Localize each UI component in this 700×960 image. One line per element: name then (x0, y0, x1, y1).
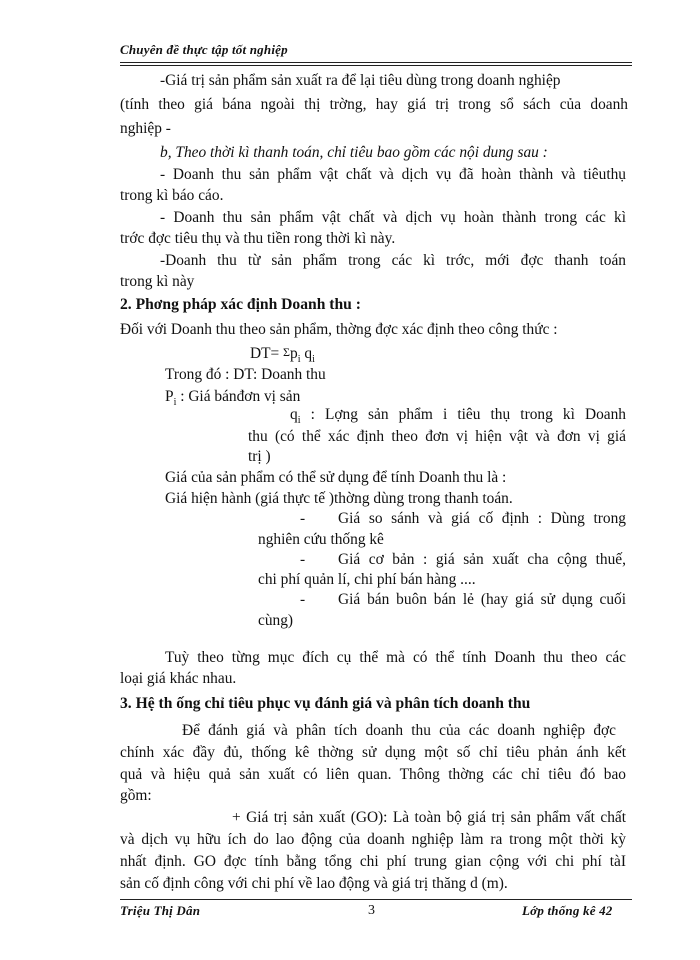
line-5: - Doanh thu sản phẩm vật chất và dịch vụ đã hoàn thành và tiêuthụ (160, 166, 626, 183)
formula (250, 345, 315, 365)
header-rule-thin (120, 65, 632, 66)
line-17: Giá so sánh và giá cố định : Dùng trong (338, 510, 626, 527)
page-number: 3 (368, 903, 375, 918)
q-symbol: q (290, 406, 298, 423)
formula-dt: DT= (250, 345, 284, 362)
line-22: cùng) (258, 612, 294, 629)
line-24: loại giá khác nhau. (120, 670, 237, 687)
p-symbol: P (165, 388, 174, 405)
line-31: nhất định. GO đợc tính bằng tổng chi phí trung gian cộng với chi phí tàI (120, 853, 626, 870)
line-14: trị ) (248, 448, 271, 465)
line-6: trong kì báo cáo. (120, 187, 224, 204)
line-2: (tính theo giá bána ngoài thị trờng, hay giá trị trong sổ sách của doanh (120, 96, 628, 113)
dash-2: - (300, 551, 306, 568)
line-25: Để đánh giá và phân tích doanh thu của các doanh nghiệp đợc (182, 722, 616, 739)
line-1: -Giá trị sản phẩm sản xuất ra để lại tiêu dùng trong doanh nghiệp (160, 72, 561, 89)
line-10: trong kì này (120, 273, 195, 290)
header-title: Chuyên đề thực tập tốt nghiệp (120, 42, 288, 57)
dash-1: - (300, 510, 306, 527)
formula-sub-i: i (297, 354, 301, 366)
footer-class: Lớp thống kê 42 (522, 903, 613, 918)
formula-p: p (290, 345, 298, 362)
line-19: Giá cơ bản : giá sản xuất cha cộng thuế, (338, 551, 626, 568)
q-sub: i (297, 415, 301, 427)
header-rule (120, 62, 632, 63)
line-27: quả và hiệu quả sản xuất có liên quan. Thông thờng các chỉ tiêu đó bao (120, 766, 626, 783)
line-11: Đối với Doanh thu theo sản phẩm, thờng đợc xác định theo công thức : (120, 321, 558, 338)
p-sub: i (173, 397, 177, 409)
line-3: nghiệp - (120, 120, 171, 137)
footer-rule (120, 899, 632, 900)
subheading-b: b, Theo thời kì thanh toán, chỉ tiêu bao gồm các nội dung sau : (160, 144, 548, 161)
line-32: sản cố định công với chi phí về lao động và giá trị thăng d (m). (120, 875, 508, 892)
line-9: -Doanh thu từ sản phẩm trong các kì trớc, mới đợc thanh toán (160, 252, 626, 269)
line-18: nghiên cứu thống kê (258, 531, 384, 548)
line-13: thu (có thể xác định theo đơn vị hiện vật và đơn vị giá (248, 428, 626, 445)
footer-author: Triệu Thị Dân (120, 903, 201, 918)
p-text: : Giá bánđơn vị sản (176, 388, 301, 405)
line-16: Giá hiện hành (giá thực tế )thờng dùng trong thanh toán. (165, 490, 513, 507)
line-23: Tuỳ theo từng mục đích cụ thể mà có thể tính Doanh thu theo các (165, 649, 626, 666)
line-8: trớc đợc tiêu thụ và thu tiền rong thời kì này. (120, 230, 396, 247)
line-30: và dịch vụ hữu ích do lao động của doanh nghiệp làm ra trong một thời kỳ (120, 831, 626, 848)
line-29: + Giá trị sản xuất (GO): Là toàn bộ giá trị sản phẩm vất chất (232, 809, 626, 826)
line-26: chính xác đầy đủ, thống kê thờng sử dụng một số chỉ tiêu phản ánh kết (120, 744, 626, 761)
formula-q: q (300, 345, 313, 362)
p-definition (165, 388, 300, 408)
line-7: - Doanh thu sản phẩm vật chất và dịch vụ hoàn thành trong các kì (160, 209, 626, 226)
q-definition (290, 406, 626, 426)
line-12: Trong đó : DT: Doanh thu (165, 366, 326, 383)
line-20: chi phí quản lí, chi phí bán hàng .... (258, 571, 476, 588)
q-text: : Lợng sản phẩm i tiêu thụ trong kì Doanh (300, 406, 626, 423)
section-2-heading: 2. Phơng pháp xác định Doanh thu : (120, 296, 361, 313)
sigma-symbol: Σ (283, 345, 291, 359)
section-3-heading: 3. Hệ th ống chỉ tiêu phục vụ đánh giá và phân tích doanh thu (120, 695, 531, 712)
line-15: Giá của sản phẩm có thể sử dụng để tính Doanh thu là : (165, 469, 507, 486)
formula-sub-i2: i (312, 354, 315, 366)
line-21: Giá bán buôn bán lẻ (hay giá sử dụng cuối (338, 591, 626, 608)
dash-3: - (300, 591, 306, 608)
line-28: gồm: (120, 787, 152, 804)
